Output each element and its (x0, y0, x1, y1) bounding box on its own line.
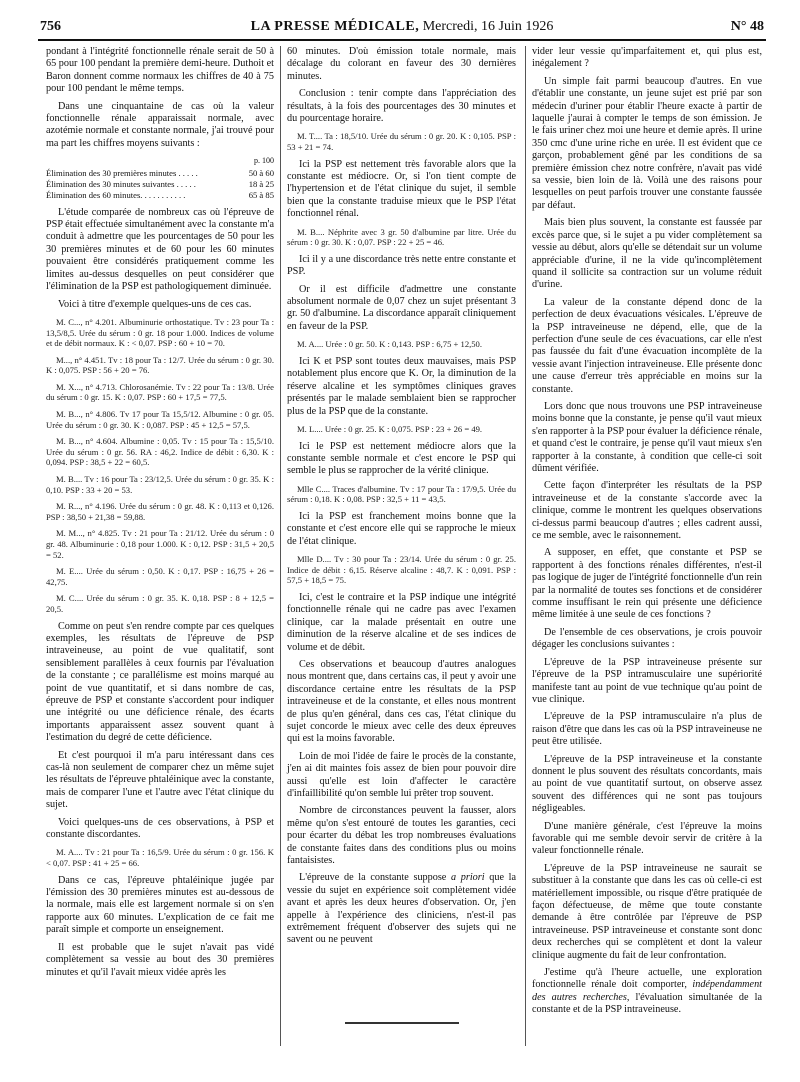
page-header (38, 17, 766, 41)
text-run: que la vessie du sujet en expérience soit complètement vidée avant et après les deux heures d'observation. Or, j'en appelle à l'expérience des cliniciens, n'est-il pas extrêmement fréquent d'observer des sujets qui ne savent ou ne peuvent (287, 872, 516, 946)
paragraph: A supposer, en effet, que constante et PSP se rapportent à des fonctions rénales différentes, n'est-il pas logique de juger de l'intégrité fonctionnelle d'un rein par la normalité de toutes ses fonctions et de considérer comme insuffisant le rein qui présente une déficience même limitée à une seule de ces fonctions ? (532, 547, 762, 621)
page-number: 756 (40, 19, 61, 34)
paragraph: Voici à titre d'exemple quelques-uns de ces cas. (58, 298, 252, 310)
elimination-table (46, 168, 274, 201)
paragraph: Il est probable que le sujet n'avait pas vidé complètement sa vessie au bout des 30 premières minutes et qu'il l'avait mieux vidée après les (46, 941, 274, 978)
paragraph: vider leur vessie qu'imparfaitement et, qui plus est, inégalement ? (532, 46, 762, 70)
elimination-label: Élimination des 60 minutes. . . . . . . . . . . (46, 189, 186, 200)
paragraph: Ici le PSP est nettement médiocre alors que la constante semble normale et c'est encore le PSP qui semble le plus se rapprocher de la vérité clinique. (287, 440, 516, 477)
paragraph: Voici quelques-uns de ces observations, à PSP et constante discordantes. (46, 816, 274, 841)
paragraph: Comme on peut s'en rendre compte par ces quelques exemples, les résultats de l'épreuve de PSP intraveineuse, au point de vue qualitatif, sont sensiblement parallèles à ceux fournis par l'évaluation de la constante ; ce parallélisme est moins marqué au point de vue quantitatif, et si dans nombre de cas, épreuve de PSP et constante s'accordent pour indiquer une intégrité ou une déficience rénale, des écarts importants apparaissent assez souvent quant à l'estimation du degré de cette déficience. (46, 620, 274, 744)
paragraph: L'épreuve de la PSP intraveineuse et la constante donnent le plus souvent des résultats concordants, mais au point de vue quantitatif surtout, on observe assez souvent des différences qui ne sont pas toujours négligeables. (532, 753, 762, 815)
case-report: M. A.... Urée : 0 gr. 50. K : 0,143. PSP : 6,75 + 12,50. (297, 339, 483, 350)
elimination-label: Élimination des 30 premières minutes . . . . . (46, 167, 198, 178)
paragraph: 60 minutes. D'où émission totale normale, mais décalage du colorant en faveur des 30 dernières minutes. (287, 46, 516, 82)
column-divider (525, 46, 526, 1046)
journal-title-line (38, 19, 766, 35)
case-report: M. M..., n° 4.825. Tv : 21 pour Ta : 21/12. Urée du sérum : 0 gr. 48. Albuminurie : 0,18 pour 1.000. K : 0,12. PSP : 31,5 + 20,5 = 52. (46, 528, 274, 560)
italic-text: a priori (451, 872, 485, 884)
paragraph: L'épreuve de la PSP intramusculaire n'a plus de raison d'être que dans les cas où la PSP intraveineuse ne peut être utilisée. (532, 711, 762, 748)
paragraph: Ici la PSP est franchement moins bonne que la constante et c'est encore elle qui se rapproche le mieux de l'état clinique. (287, 510, 516, 547)
elimination-label: Élimination des 30 minutes suivantes . . . . . (46, 178, 196, 189)
paragraph (287, 872, 516, 946)
paragraph: Dans une cinquantaine de cas où la valeur fonctionnelle rénale apparaissait normale, avec azotémie normale et constante normale, j'ai trouvé pour ma part les chiffres moyens suivants : (46, 100, 274, 149)
case-report: M. R..., n° 4.196. Urée du sérum : 0 gr. 48. K : 0,113 et 0,126. PSP : 38,50 + 21,38 = 59,88. (46, 501, 274, 522)
text-run: L'épreuve de la constante suppose (299, 872, 451, 884)
paragraph: Ici K et PSP sont toutes deux mauvaises, mais PSP notablement plus encore que K. Or, la diminution de la réserve alcaline et les symptômes cliniques graves présentés par le malade semblaient bien se rapprocher plus de la PSP que de la constante. (287, 355, 516, 417)
paragraph: Conclusion : tenir compte dans l'appréciation des résultats, à la fois des pourcentages des 30 minutes et du pourcentage horaire. (287, 88, 516, 125)
case-report: M. B..., n° 4.604. Albumine : 0,05. Tv : 15 pour Ta : 15,5/10. Urée du sérum : 0 gr. 56. RA : 46,2. Indice de débit : 6,30. K : 0,094. PSP : 38,5 + 22 = 60,5. (46, 436, 274, 468)
issue-date: Mercredi, 16 Juin 1926 (422, 19, 554, 34)
paragraph: Ici, c'est le contraire et la PSP indique une intégrité fonctionnelle rénale qui ne cadre pas avec l'examen clinique, car la malade présentait en outre une diminution de la réserve alcaline et de ses indices de volume et de débit. (287, 591, 516, 653)
elimination-row (46, 168, 274, 179)
paragraph: Lors donc que nous trouvons une PSP intraveineuse moins bonne que la constante, je pense qu'il vaut mieux s'en rapporter à la PSP pour évaluer la déficience rénale, et quand c'est le contraire, je pense qu'il vaut mieux s'en rapporter à la constante, à condition que celle-ci soit dûment vérifiée. (532, 400, 762, 474)
case-report: Mlle D.... Tv : 30 pour Ta : 23/14. Urée du sérum : 0 gr. 25. Indice de débit : 6,15. Réserve alcaline : 48,7. K : 0,091. PSP : 57,5 + 18,5 = 75. (287, 554, 516, 586)
case-report: M. T.... Ta : 18,5/10. Urée du sérum : 0 gr. 20. K : 0,105. PSP : 53 + 21 = 74. (287, 131, 516, 153)
paragraph: Cette façon d'interpréter les résultats de la PSP intraveineuse et de la constante s'accorde avec la clinique, comme le montrent les quelques observations ci-dessus parmi beaucoup d'autres ; elles cadrent aussi, ce me semble, avec le raisonnement. (532, 480, 762, 542)
paragraph: Mais bien plus souvent, la constante est faussée par excès parce que, si le sujet a pu vider complètement sa vessie au début, alors qu'elle se détendait sur un volume appréciable d'urine, il ne la vide qu'incomplètement quand il sollicite sa contraction sur un volume réduit d'urine. (532, 217, 762, 291)
text-run: , l'évaluation simultanée de la constante et de la PSP intraveineuse. (532, 991, 762, 1016)
italic-text: indépendamment des autres recherches (532, 979, 762, 1003)
case-report: M. B..., n° 4.806. Tv 17 pour Ta 15,5/12. Albumine : 0 gr. 05. Urée du sérum : 0 gr. 30. K : 0,087. PSP : 45 + 12,5 = 57,5. (46, 409, 274, 430)
paragraph: Et c'est pourquoi il m'a paru intéressant dans ces cas-là non seulement de comparer chez un même sujet les résultats de l'épreuve phtaléinique avec la constante, mais de comparer l'une et l'autre avec l'état clinique du sujet. (46, 749, 274, 811)
paragraph: Or il est difficile d'admettre une constante absolument normale de 0,07 chez un sujet présentant 3 gr. 50 d'albumine. La discordance apparaît cliniquement en faveur de la PSP. (287, 283, 516, 332)
text-run: J'estime qu'à l'heure actuelle, une exploration fonctionnelle rénale doit comporter, (532, 967, 762, 991)
elimination-unit: p. 100 (254, 156, 274, 166)
column-right (532, 46, 762, 1022)
case-report: M. B.... Tv : 16 pour Ta : 23/12,5. Urée du sérum : 0 gr. 35. K : 0,10. PSP : 33 + 20 = 53. (46, 474, 274, 495)
elimination-value: 65 à 85 (248, 189, 274, 200)
case-report: M. A.... Tv : 21 pour Ta : 16,5/9. Urée du sérum : 0 gr. 156. K < 0,07. PSP : 41 + 25 = 66. (46, 847, 274, 869)
paragraph: Un simple fait parmi beaucoup d'autres. En vue d'établir une constante, un jeune sujet est prié par son médecin d'uriner pour établir l'heure exacte à partir de laquelle j'aurai à compter le temps de son émission. Je le fais uriner chez moi une heure et demie après. Il urine 350 cmc d'une urine riche en urée. Il est évident que ce garçon, probablement gêné par les conditions de sa première émission chez notre confrère, n'avait pas vidé sa vessie, bien loin de là. Voilà une des raisons pour lesquelles on peut parfois trouver une constante faussée par défaut. (532, 75, 762, 211)
paragraph: De l'ensemble de ces observations, je crois pouvoir dégager les conclusions suivantes : (532, 626, 762, 651)
paragraph: pondant à l'intégrité fonctionnelle rénale serait de 50 à 65 pour 100 pendant la première demi-heure. Duthoit et Baron donnent comme normaux les chiffres de 40 à 75 pour 100 pendant le même temps. (46, 46, 274, 95)
paragraph (532, 967, 762, 1017)
paragraph: L'étude comparée de nombreux cas où l'épreuve de PSP était effectuée simultanément avec la constante m'a conduit à admettre que les pourcentages de 50 pour les 30 premières minutes et de 60 pour les 60 minutes pouvaient être considérés pratiquement comme les limites au-dessus desquelles on peut considérer que l'élimination de la PSP est pathologiquement diminuée. (46, 206, 274, 293)
paragraph: Ces observations et beaucoup d'autres analogues nous montrent que, dans certains cas, il peut y avoir une discordance certaine entre les résultats de la PSP intraveineuse et de la constante, et elles nous montrent de plus qu'en général, dans ces cas, l'état clinique du sujet concorde le mieux avec celle des deux épreuves qui est la moins favorable. (287, 658, 516, 745)
case-report: M. E.... Urée du sérum : 0,50. K : 0,17. PSP : 16,75 + 26 = 42,75. (46, 566, 274, 587)
elimination-row (46, 179, 274, 190)
paragraph: La valeur de la constante dépend donc de la perfection de deux évacuations vésicales. L'épreuve de la PSP intraveineuse ne dépend, elle, que de la perfection d'une seule de ces évacuations, car elle n'est pas faussée du fait d'une évacuation incomplète de la vessie avant l'injection intraveineuse. Elle présente donc une cause d'erreur très appréciable en moins sur la constante. (532, 296, 762, 395)
journal-title: LA PRESSE MÉDICALE, (250, 19, 420, 34)
paragraph: Ici il y a une discordance très nette entre constante et PSP. (287, 253, 516, 278)
case-report: M. B.... Néphrite avec 3 gr. 50 d'albumine par litre. Urée du sérum : 0 gr. 30. K : 0,07. PSP : 22 + 25 = 46. (287, 226, 516, 248)
case-report: M..., n° 4.451. Tv : 18 pour Ta : 12/7. Urée du sérum : 0 gr. 30. K : 0,075. PSP : 56 + 20 = 76. (46, 354, 274, 376)
paragraph: Nombre de circonstances peuvent la fausser, alors même qu'on s'est entouré de toutes les garanties, ceci pour écarter du débat les trop nombreuses évaluations de constante faites dans des conditions plus ou moins fantaisistes. (287, 805, 516, 867)
issue-number: N° 48 (730, 19, 764, 34)
paragraph: L'épreuve de la PSP intraveineuse ne saurait se substituer à la constante que dans les cas où celle-ci est matériellement impossible, ou risque d'être pratiquée de façon défectueuse, de même que toute constante demande à être contrôlée par l'épreuve de PSP intraveineuse. PSP intraveineuse et constante sont donc deux recherches qui se complètent et dont la valeur clinique augmente du fait de leur confrontation. (532, 862, 762, 961)
elimination-row (46, 190, 274, 201)
case-report: M. X..., n° 4.713. Chlorosanémie. Tv : 22 pour Ta : 13/8. Urée du sérum : 0 gr. 15. K : 0,07. PSP : 60 + 17,5 = 77,5. (46, 381, 274, 403)
column-left (46, 46, 274, 984)
case-report: M. L.... Urée : 0 gr. 25. K : 0,075. PSP : 23 + 26 = 49. (297, 423, 483, 434)
paragraph: Loin de moi l'idée de faire le procès de la constante, j'en ai dit maintes fois assez de bien pour pouvoir dire aussi qu'elle est loin d'affecter le caractère d'infaillibilité qu'on semble lui prêter trop souvent. (287, 750, 516, 799)
column-divider (280, 46, 281, 1046)
article-end-rule (345, 1022, 459, 1024)
elimination-value: 18 à 25 (248, 178, 274, 189)
case-report: M. C.... Urée du sérum : 0 gr. 35. K. 0,18. PSP : 8 + 12,5 = 20,5. (46, 593, 274, 614)
paragraph: L'épreuve de la PSP intraveineuse présente sur l'épreuve de la PSP intramusculaire une supériorité manifeste tant au point de vue technique qu'au point de vue clinique. (532, 656, 762, 705)
elimination-value: 50 à 60 (248, 167, 274, 178)
case-report: Mlle C.... Traces d'albumine. Tv : 17 pour Ta : 17/9,5. Urée du sérum : 0,18. K : 0,08. PSP : 32,5 + 11 = 43,5. (287, 483, 516, 505)
paragraph: Ici la PSP est nettement très favorable alors que la constante est médiocre. Or, si l'on tient compte de l'hypertension et de l'état clinique du sujet, il semble bien que la constante traduise mieux que le PSP l'état fonctionnel rénal. (287, 158, 516, 220)
column-middle (287, 46, 516, 952)
paragraph: Dans ce cas, l'épreuve phtaléinique jugée par l'émission des 30 premières minutes est au-dessous de la normale, mais elle est largement normale si on s'en rapporte aux 60 minutes. L'explication de ce fait me paraît simple et comporte un enseignement. (46, 874, 274, 936)
case-report: M. C..., n° 4.201. Albuminurie orthostatique. Tv : 23 pour Ta : 13,5/8,5. Urée du sérum : 0 gr. 18 pour 1.000. Indices de volume et de débit normaux. K : < 0,07. PSP : 60 + 10 = 70. (46, 316, 274, 349)
paragraph: D'une manière générale, c'est l'épreuve la moins favorable qui me semble devoir servir de critère à la valeur fonctionnelle rénale. (532, 820, 762, 857)
